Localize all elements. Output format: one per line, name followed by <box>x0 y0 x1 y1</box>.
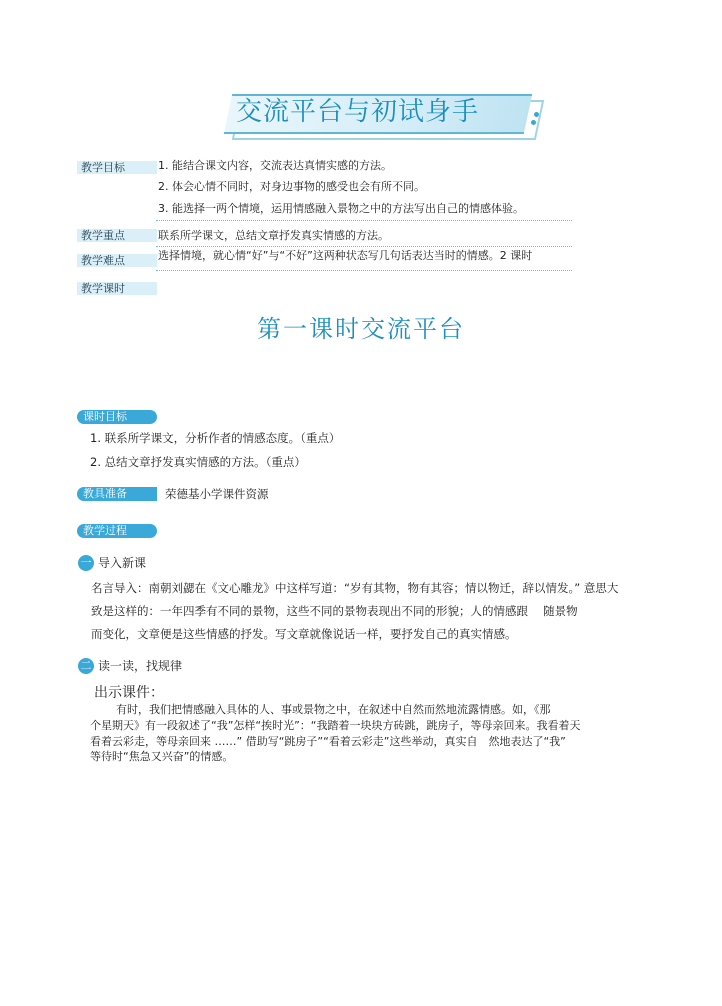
goal-item: 3. 能选择一两个情境，运用情感融入景物之中的方法写出自己的情感体验。 <box>158 202 524 215</box>
prep-pill: 教具准备 <box>77 487 157 501</box>
divider <box>156 246 572 247</box>
paragraph-line: 看着云彩走，等母亲回来 ……” 借助写“跳房子”“看着云彩走”这些举动，真实自 然地表达了“我” <box>90 735 566 748</box>
step-number-badge: 一 <box>78 555 94 571</box>
paragraph-line: 而变化，文章便是这些情感的抒发。写文章就像说话一样，要抒发自己的真实情感。 <box>91 627 517 641</box>
goal-item: 2. 体会心情不同时，对身边事物的感受也会有所不同。 <box>158 180 425 193</box>
paragraph-line: 个星期天》有一段叙述了“我”怎样“挨时光”：“我踏着一块块方砖跳，跳房子，等母亲回来。我看着天 <box>90 719 581 732</box>
title-dot-decoration <box>534 112 539 117</box>
step-title: 读一读，找规律 <box>98 659 183 673</box>
difficulty-text: 选择情境，就心情“好”与“不好”这两种状态写几句话表达当时的情感。2 课时 <box>158 249 533 262</box>
difficulty-label: 教学难点 <box>77 254 157 267</box>
paragraph-line: 有时，我们把情感融入具体的人、事或景物之中，在叙述中自然而然地流露情感。如，《那 <box>116 703 551 716</box>
courseware-label: 出示课件： <box>94 685 164 701</box>
lesson-goal-item: 1. 联系所学课文，分析作者的情感态度。（重点） <box>90 431 341 445</box>
focus-text: 联系所学课文，总结文章抒发真实情感的方法。 <box>158 229 389 242</box>
page-title: 交流平台与初试身手 <box>236 97 480 127</box>
focus-label: 教学重点 <box>77 229 157 242</box>
lesson-title: 第一课时交流平台 <box>257 315 465 343</box>
hours-label: 教学课时 <box>77 282 157 295</box>
paragraph-line: 致是这样的：一年四季有不同的景物，这些不同的景物表现出不同的形貌；人的情感跟 随景物 <box>91 604 578 618</box>
lesson-goal-item: 2. 总结文章抒发真实情感的方法。（重点） <box>90 455 306 469</box>
goals-pill: 课时目标 <box>77 410 157 424</box>
prep-text: 荣德基小学课件资源 <box>165 487 269 501</box>
divider <box>156 270 572 271</box>
divider <box>156 220 572 221</box>
title-dot-decoration <box>531 120 536 125</box>
goal-item: 1. 能结合课文内容，交流表达真情实感的方法。 <box>158 159 392 172</box>
step-number-badge: 二 <box>78 658 94 674</box>
paragraph-line: 等待时“焦急又兴奋”的情感。 <box>90 750 234 763</box>
paragraph-line: 名言导入：南朝刘勰在《文心雕龙》中这样写道：“岁有其物，物有其容；情以物迁，辞以情发。” 意思大 <box>91 581 619 595</box>
process-pill: 教学过程 <box>77 524 157 538</box>
goals-label: 教学目标 <box>77 161 157 174</box>
step-title: 导入新课 <box>98 556 147 570</box>
